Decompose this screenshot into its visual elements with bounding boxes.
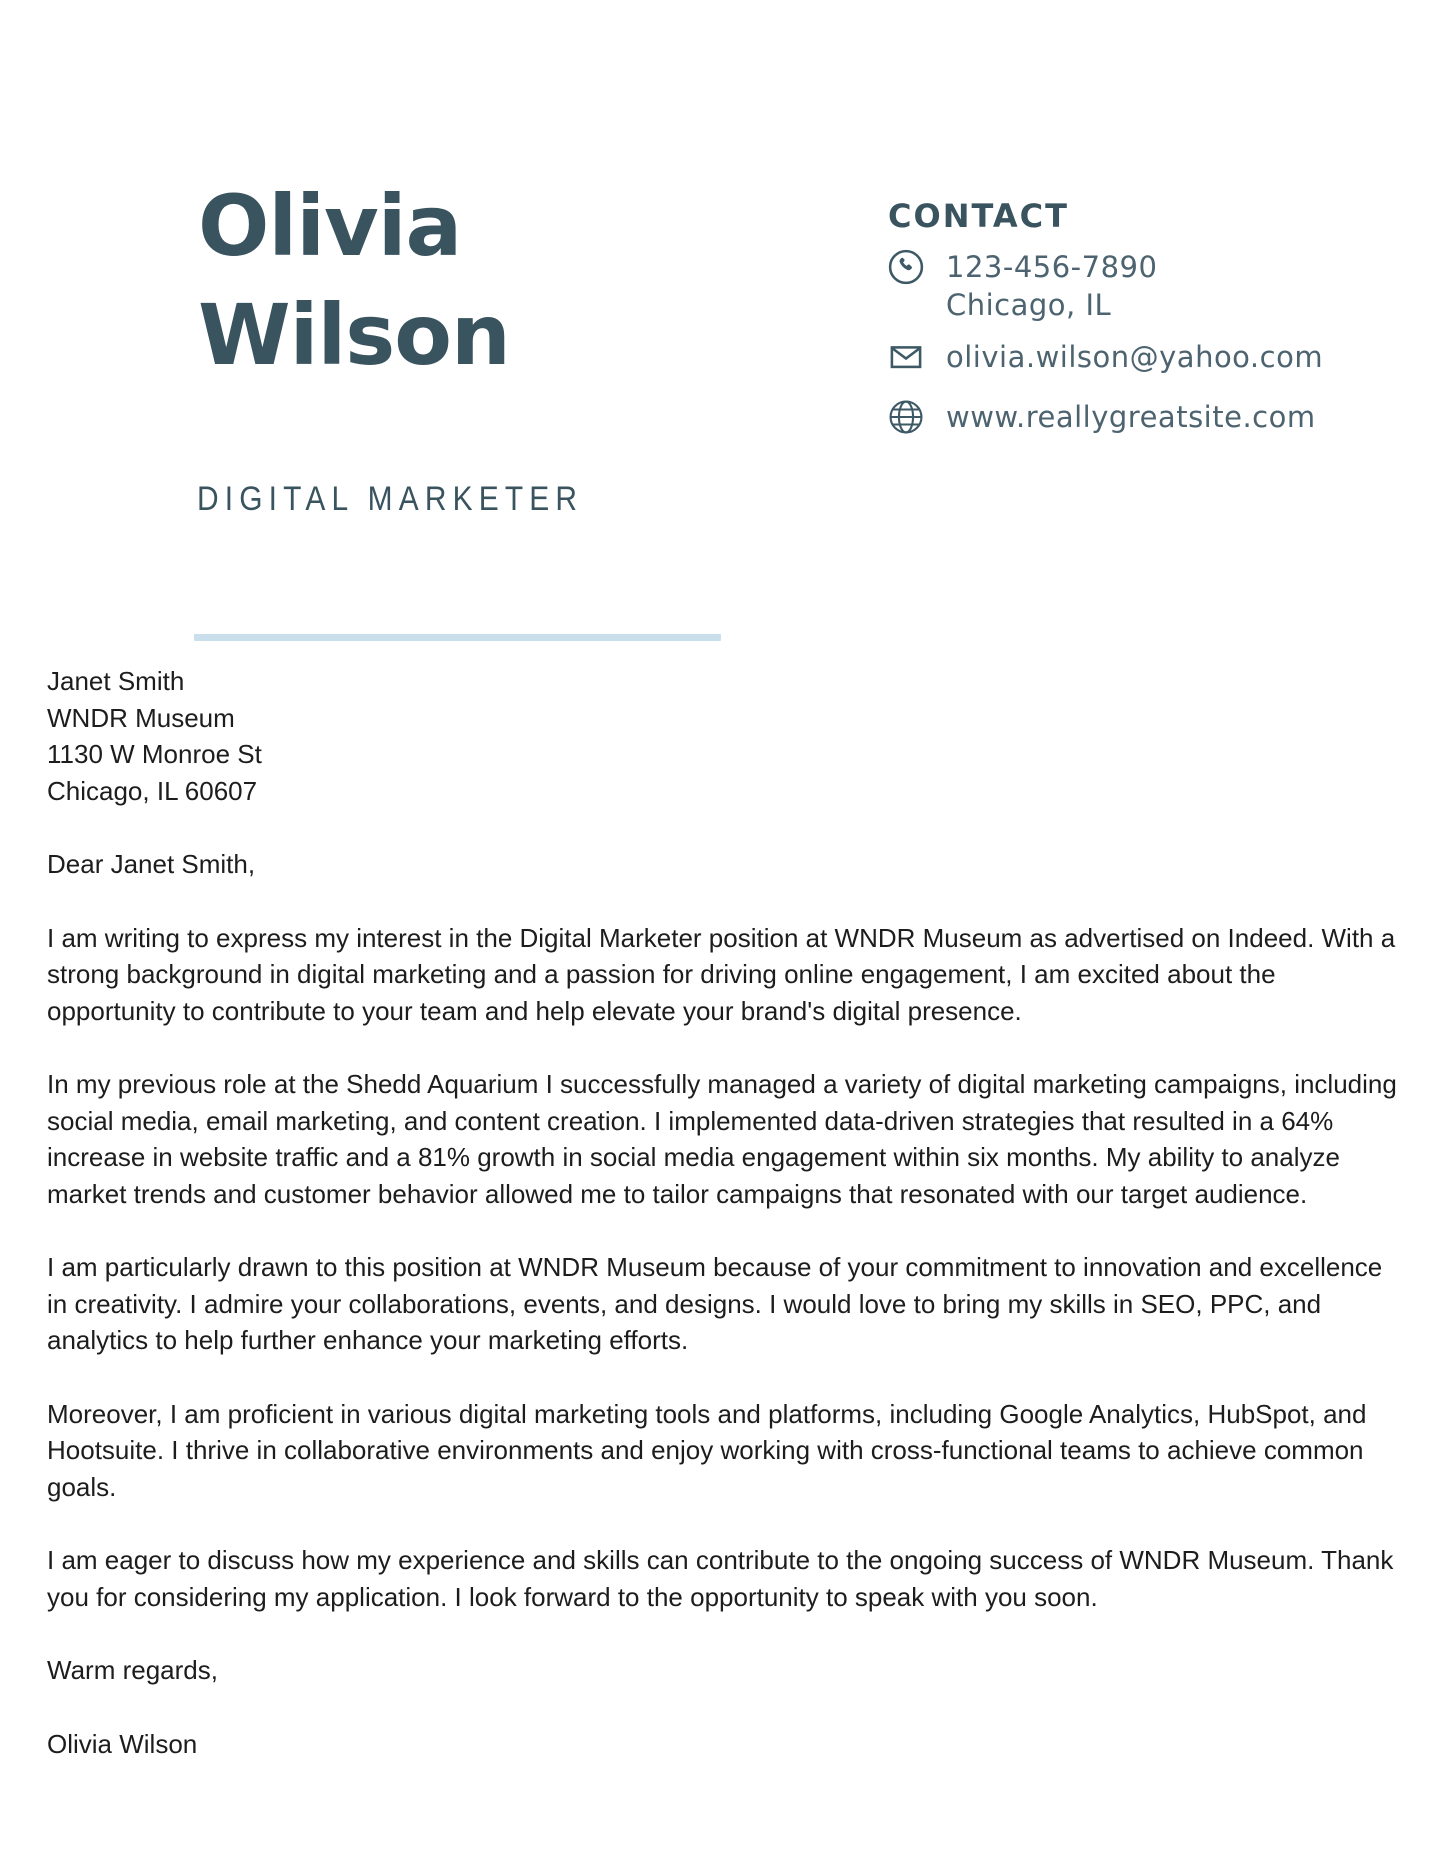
contact-email-row: [888, 338, 1388, 376]
salutation: Dear Janet Smith,: [47, 849, 256, 879]
recipient-company: WNDR Museum: [47, 702, 235, 733]
contact-section: [888, 196, 1388, 436]
applicant-first-name: Olivia: [198, 177, 462, 275]
contact-phone: 123-456-7890: [946, 250, 1158, 284]
divider-line: [194, 634, 721, 641]
letter-paragraph-4: Moreover, I am proficient in various digital marketing tools and platforms, including Google Analytics, HubSpot, and Hootsuite. I thrive in collaborative environments and enjoy working with cross-functional teams to achieve common goals.: [47, 1398, 1367, 1502]
contact-phone-text: [946, 248, 1157, 324]
phone-icon: [888, 248, 924, 286]
letter-paragraph-5: I am eager to discuss how my experience and skills can contribute to the ongoing success of WNDR Museum. Thank you for considering my application. I look forward to the opportunity to speak with you soon.: [47, 1545, 1394, 1612]
envelope-icon: [888, 338, 924, 376]
recipient-street: 1130 W Monroe St: [47, 739, 262, 769]
applicant-name: [198, 172, 510, 390]
contact-phone-row: [888, 248, 1388, 324]
globe-icon: [888, 398, 924, 436]
letter-body: [47, 663, 1405, 1762]
contact-website-row: [888, 398, 1388, 436]
letter-signature: Olivia Wilson: [47, 1728, 198, 1759]
letter-paragraph-3: I am particularly drawn to this position at WNDR Museum because of your commitment to innovation and excellence in creativity. I admire your collaborations, events, and designs. I would love to bring my skills in SEO, PPC, and analytics to help further enhance your marketing efforts.: [47, 1252, 1383, 1355]
contact-website: www.reallygreatsite.com: [946, 400, 1316, 434]
contact-email: olivia.wilson@yahoo.com: [946, 340, 1324, 374]
applicant-last-name: Wilson: [198, 286, 510, 384]
contact-heading: CONTACT: [888, 197, 1069, 235]
recipient-city: Chicago, IL 60607: [47, 775, 258, 806]
job-title: DIGITAL MARKETER: [197, 480, 584, 518]
letter-paragraph-1: I am writing to express my interest in the Digital Marketer position at WNDR Museum as advertised on Indeed. With a strong background in digital marketing and a passion for driving online engagement, I am excited about the opportunity to contribute to your team and help elevate your brand's digital presence.: [47, 922, 1396, 1026]
recipient-name: Janet Smith: [47, 666, 185, 696]
recipient-address: [47, 663, 1405, 809]
contact-location: Chicago, IL: [946, 288, 1112, 322]
letter-closing: Warm regards,: [47, 1655, 218, 1685]
letter-paragraph-2: In my previous role at the Shedd Aquarium I successfully managed a variety of digital marketing campaigns, including social media, email marketing, and content creation. I implemented data-driven strategies that resulted in a 64% increase in website traffic and a 81% growth in social media engagement within six months. My ability to analyze market trends and customer behavior allowed me to tailor campaigns that resonated with our target audience.: [47, 1069, 1397, 1209]
